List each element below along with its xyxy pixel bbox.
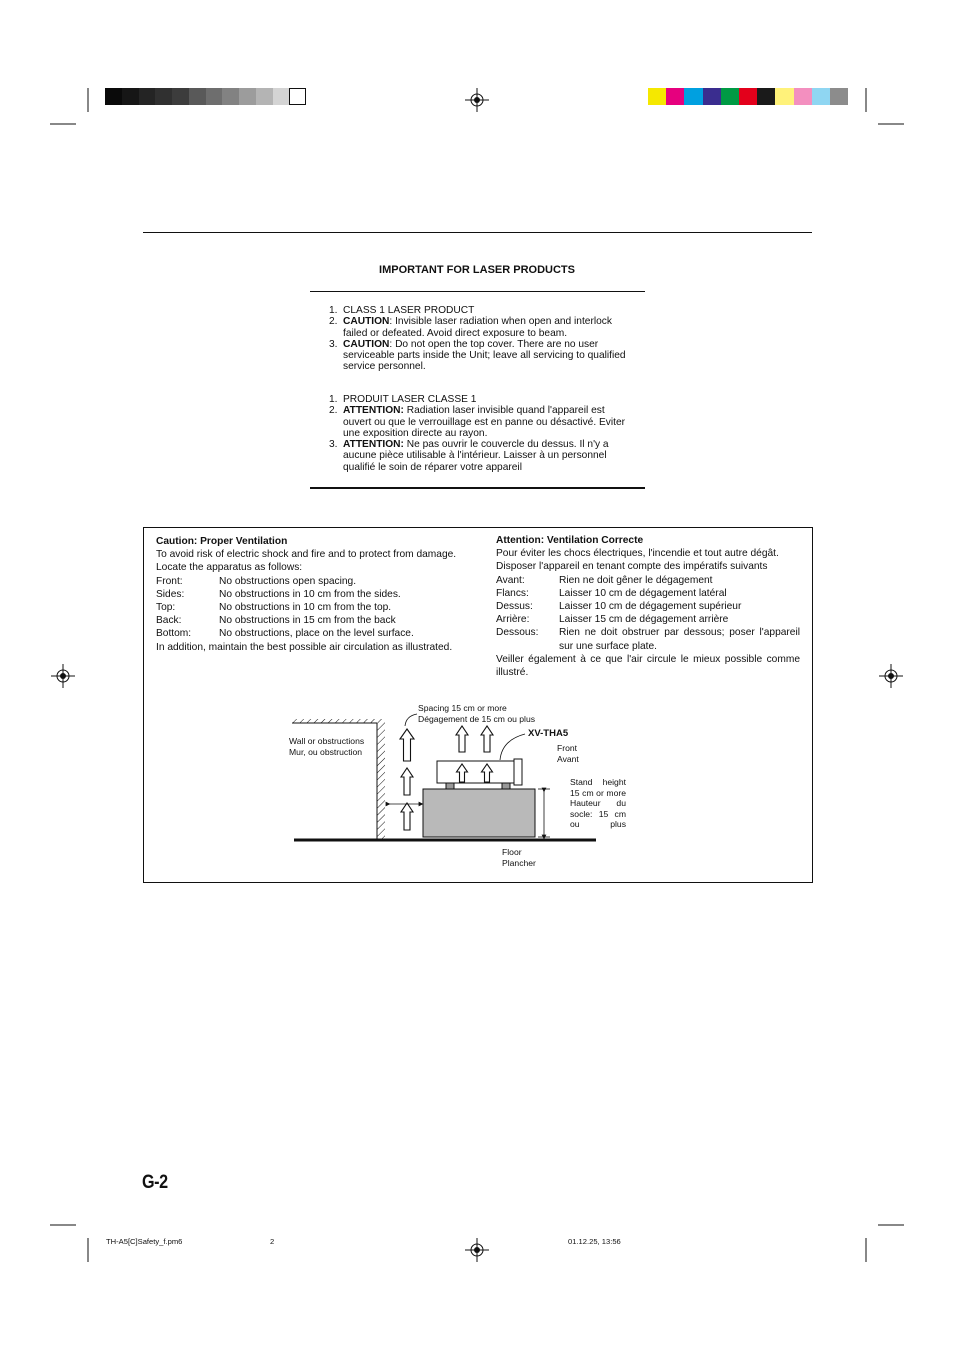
ventilation-english-title: Caution: Proper Ventilation: [156, 536, 288, 547]
list-item: 2. ATTENTION: Radiation laser invisible quand l'appareil est ouvert ou que le verrouillage est en panne ou désactivé. Eviter une exposition directe au rayon.: [329, 405, 626, 439]
stand-height-line: Hauteur du: [570, 798, 626, 808]
footer-page: 2: [270, 1237, 275, 1246]
unit-front-panel: [514, 759, 522, 785]
stand-height-line: Stand height: [570, 777, 626, 787]
ventilation-french-intro: Disposer l'appareil en tenant compte des impératifs suivants: [496, 561, 768, 573]
list-item: 3. ATTENTION: Ne pas ouvrir le couvercle du dessus. Il n'y a aucune pièce utilisable à l'intérieur. Laisser à un personnel qualifié le soin de réparer votre appareil: [329, 439, 609, 473]
ventilation-row: Avant: Rien ne doit gêner le dégagement: [496, 574, 713, 586]
top-rule: [143, 232, 812, 233]
spacing-label: Spacing 15 cm or more Dégagement de 15 cm ou plus: [418, 703, 536, 724]
ventilation-french-intro: Pour éviter les chocs électriques, l'incendie et tout autre dégât.: [496, 548, 779, 560]
model-label: XV-THA5: [528, 728, 569, 739]
list-item: 3. CAUTION: Do not open the top cover. There are no user serviceable parts inside the Unit; leave all servicing to qualified service personnel.: [329, 338, 626, 373]
stand-box: [423, 789, 535, 837]
registration-target-icon: [465, 88, 489, 112]
stand-height-line: socle: 15 cm: [570, 808, 626, 819]
ventilation-english-outro: In addition, maintain the best possible air circulation as illustrated.: [156, 641, 453, 653]
front-label: Front Avant: [557, 743, 579, 764]
unit-body: [437, 761, 514, 783]
stand-height-label: [570, 777, 626, 830]
ventilation-english: [156, 535, 476, 654]
registration-target-icon: [51, 664, 75, 688]
wall-label: Wall or obstructions Mur, ou obstruction: [289, 736, 365, 757]
ventilation-row: Top: No obstructions in 10 cm from the top.: [156, 602, 392, 614]
ventilation-row: Dessous: Rien ne doit obstruer par dessous; poser l'appareil sur une surface plate.: [496, 627, 800, 652]
list-item: 1. CLASS 1 LASER PRODUCT: [329, 305, 475, 316]
registration-target-icon: [879, 664, 903, 688]
wall-top-hatch: [292, 719, 385, 723]
laser-list-french: [329, 394, 629, 473]
laser-list-english: [329, 305, 629, 373]
ventilation-french-title: Attention: Ventilation Correcte: [496, 535, 644, 546]
ventilation-row: Bottom: No obstructions, place on the level surface.: [156, 628, 414, 640]
stand-height-line: ou plus: [570, 819, 626, 829]
stand-height-line: 15 cm or more: [570, 787, 626, 798]
page-number: G-2: [142, 1172, 168, 1193]
ventilation-english-intro: Locate the apparatus as follows:: [156, 562, 303, 574]
ventilation-row: Sides: No obstructions in 10 cm from the sides.: [156, 588, 401, 600]
floor-label: Floor Plancher: [502, 847, 536, 868]
list-item: 2. CAUTION: Invisible laser radiation when open and interlock failed or defeated. Avoid direct exposure to beam.: [329, 316, 612, 339]
ventilation-row: Front: No obstructions open spacing.: [156, 575, 357, 587]
ventilation-row: Arrière: Laisser 15 cm de dégagement arrière: [496, 614, 729, 626]
ventilation-row: Back: No obstructions in 15 cm from the back: [156, 615, 396, 627]
registration-target-icon: [465, 1238, 489, 1262]
ventilation-french: [496, 534, 800, 679]
ventilation-english-intro: To avoid risk of electric shock and fire and to protect from damage.: [156, 549, 457, 561]
laser-heading: IMPORTANT FOR LASER PRODUCTS: [379, 264, 575, 276]
list-item: 1. PRODUIT LASER CLASSE 1: [329, 394, 477, 405]
ventilation-row: Flancs: Laisser 10 cm de dégagement latéral: [496, 587, 727, 599]
laser-rule-bottom: [310, 487, 645, 489]
wall-side-hatch: [377, 723, 385, 839]
ventilation-french-outro: Veiller également à ce que l'air circule le mieux possible comme illustré.: [496, 653, 800, 679]
laser-rule-top: [310, 291, 645, 292]
ventilation-row: Dessus: Laisser 10 cm de dégagement supérieur: [496, 601, 742, 613]
footer-timestamp: 01.12.25, 13:56: [568, 1237, 621, 1246]
footer-filename: TH-A5[C]Safety_f.pm6: [106, 1237, 183, 1246]
